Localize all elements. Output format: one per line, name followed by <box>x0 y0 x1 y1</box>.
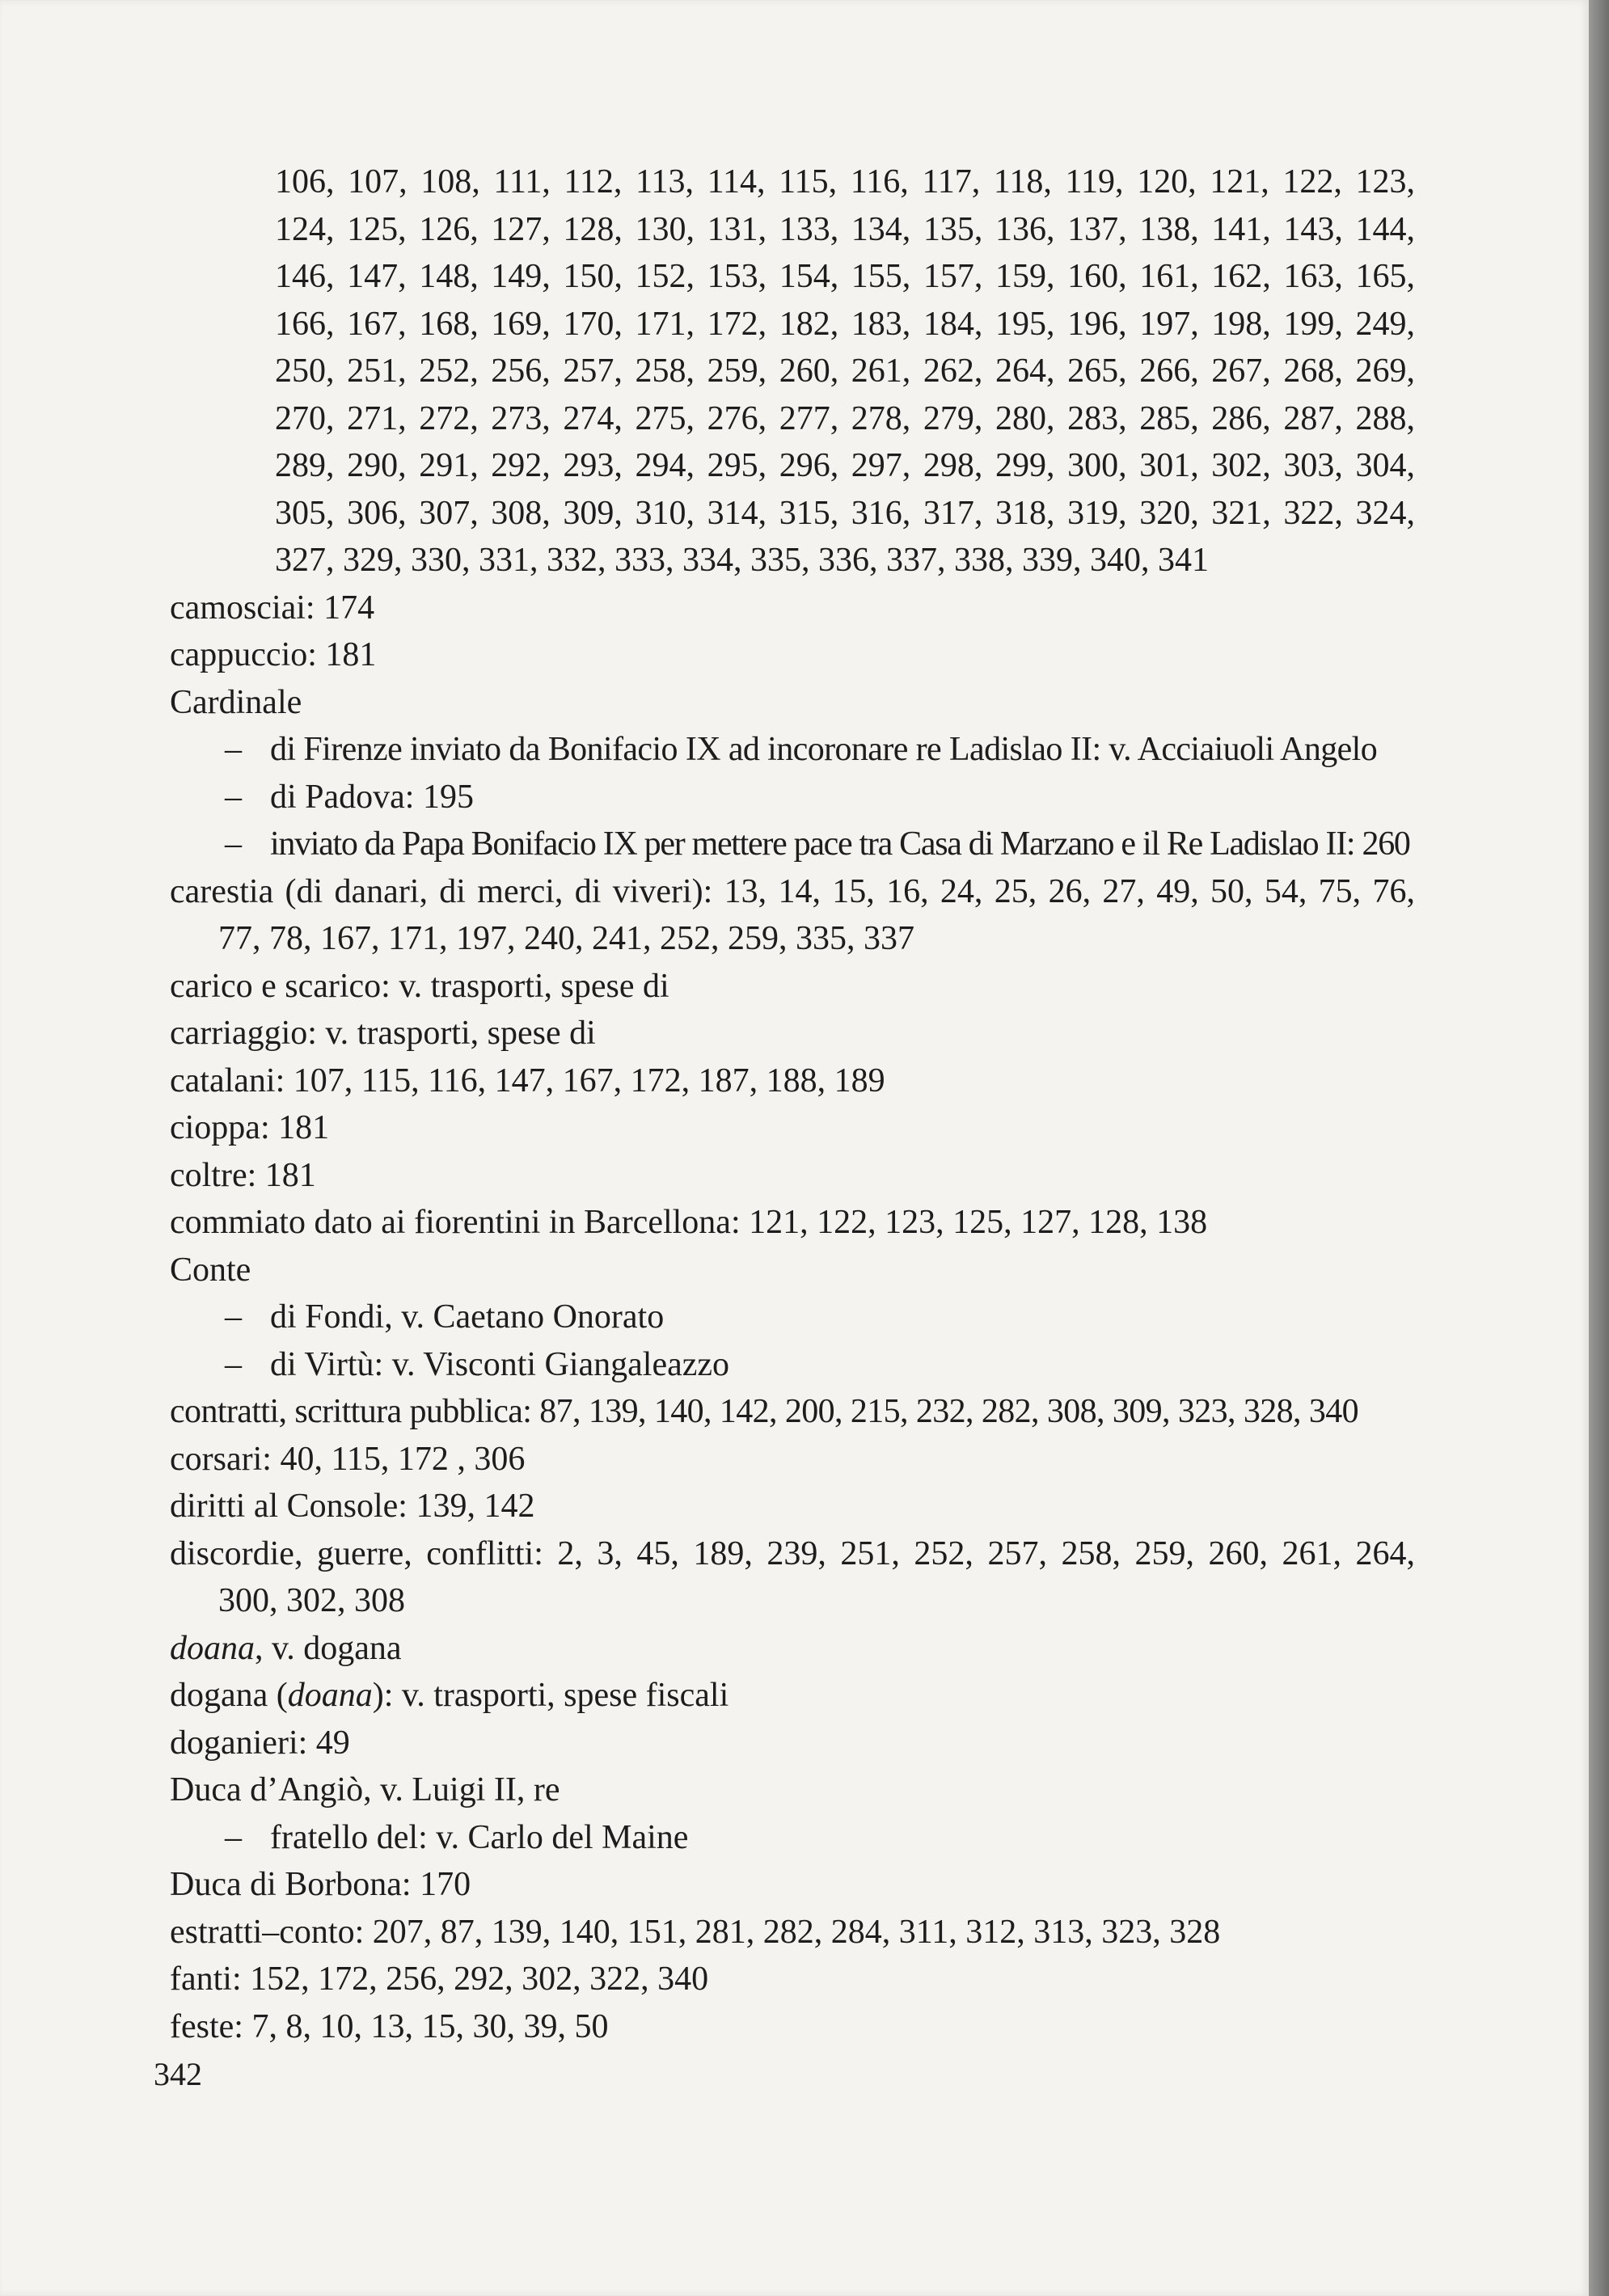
index-entry-commiato: commiato dato ai fiorentini in Barcellona: 121, 122, 123, 125, 127, 128, 138 <box>170 1204 1208 1241</box>
index-entry-doganieri: doganieri: 49 <box>170 1724 350 1762</box>
index-subentry: – di Fondi, v. Caetano Onorato <box>170 1294 1415 1341</box>
index-entry-carriaggio: carriaggio: v. trasporti, spese di <box>170 1015 596 1052</box>
index-entry-conte: Conte <box>170 1251 251 1289</box>
index-subentry: – di Virtù: v. Visconti Giangaleazzo <box>170 1341 1415 1389</box>
continuation-line: 166, 167, 168, 169, 170, 171, 172, 182, 183, 184, 195, 196, 197, 198, 199, 249, <box>275 305 1415 343</box>
index-entry-discordie: discordie, guerre, conflitti: 2, 3, 45, 189, 239, 251, 252, 257, 258, 259, 260, 261, 264, <box>170 1534 1415 1572</box>
italic-term: doana <box>287 1677 373 1714</box>
entry-text: dogana ( <box>170 1677 288 1714</box>
index-entry-feste: feste: 7, 8, 10, 13, 15, 30, 39, 50 <box>170 2007 609 2045</box>
index-entry-fanti: fanti: 152, 172, 256, 292, 302, 322, 340 <box>170 1960 709 1998</box>
entry-text: , v. dogana <box>255 1629 402 1667</box>
index-entry-carestia: carestia (di danari, di merci, di viveri): 13, 14, 15, 16, 24, 25, 26, 27, 49, 50, 54, 75, 76, <box>170 872 1415 910</box>
index-entry-continuation: 77, 78, 167, 171, 197, 240, 241, 252, 259, 335, 337 <box>218 920 914 957</box>
index-entry-duca-borbona: Duca di Borbona: 170 <box>170 1866 471 1903</box>
continuation-line: 305, 306, 307, 308, 309, 310, 314, 315, 316, 317, 318, 319, 320, 321, 322, 324, <box>275 494 1415 532</box>
index-entry-carico: carico e scarico: v. trasporti, spese di <box>170 967 669 1005</box>
index-entry-cappuccio: cappuccio: 181 <box>170 636 377 673</box>
continuation-line: 327, 329, 330, 331, 332, 333, 334, 335, 336, 337, 338, 339, 340, 341 <box>275 542 1209 579</box>
page-number: 342 <box>154 2056 202 2092</box>
index-entry-cardinale: Cardinale <box>170 683 302 721</box>
continuation-line: 289, 290, 291, 292, 293, 294, 295, 296, 297, 298, 299, 300, 301, 302, 303, 304, <box>275 447 1415 484</box>
index-entry-coltre: coltre: 181 <box>170 1156 316 1194</box>
italic-term: doana <box>170 1629 255 1667</box>
index-entry-dogana <box>170 1672 1415 1720</box>
index-entry-camosciai: camosciai: 174 <box>170 589 375 627</box>
index-entry-continuation: 300, 302, 308 <box>218 1582 405 1619</box>
index-subentry: – di Firenze inviato da Bonifacio IX ad incoronare re Ladislao II: v. Acciaiuoli Angelo <box>170 726 1415 774</box>
continuation-line: 270, 271, 272, 273, 274, 275, 276, 277, 278, 279, 280, 283, 285, 286, 287, 288, <box>275 399 1415 437</box>
index-entry-catalani: catalani: 107, 115, 116, 147, 167, 172, 187, 188, 189 <box>170 1061 885 1099</box>
continuation-line: 124, 125, 126, 127, 128, 130, 131, 133, 134, 135, 136, 137, 138, 141, 143, 144, <box>275 210 1415 248</box>
index-entry-doana <box>170 1625 1415 1673</box>
continuation-line: 106, 107, 108, 111, 112, 113, 114, 115, 116, 117, 118, 119, 120, 121, 122, 123, <box>275 163 1415 200</box>
index-entry-diritti: diritti al Console: 139, 142 <box>170 1488 535 1525</box>
index-entry-contratti: contratti, scrittura pubblica: 87, 139, 140, 142, 200, 215, 232, 282, 308, 309, 323, 328, 340 <box>170 1393 1359 1430</box>
entry-text: ): v. trasporti, spese fiscali <box>372 1677 729 1714</box>
index-subentry: – fratello del: v. Carlo del Maine <box>170 1814 1415 1862</box>
index-entry-duca-angio: Duca d’Angiò, v. Luigi II, re <box>170 1771 560 1809</box>
index-text <box>170 158 1415 2050</box>
index-entry-estratti: estratti–conto: 207, 87, 139, 140, 151, 281, 282, 284, 311, 312, 313, 323, 328 <box>170 1913 1221 1951</box>
index-entry-corsari: corsari: 40, 115, 172 , 306 <box>170 1440 526 1478</box>
index-entry-cioppa: cioppa: 181 <box>170 1109 330 1146</box>
continuation-line: 250, 251, 252, 256, 257, 258, 259, 260, 261, 262, 264, 265, 266, 267, 268, 269, <box>275 352 1415 390</box>
index-subentry: – di Padova: 195 <box>170 774 1415 821</box>
scan-background-edge <box>1589 0 1609 2296</box>
continuation-line: 146, 147, 148, 149, 150, 152, 153, 154, 155, 157, 159, 160, 161, 162, 163, 165, <box>275 258 1415 295</box>
index-subentry: – inviato da Papa Bonifacio IX per mettere pace tra Casa di Marzano e il Re Ladislao II: 260 <box>170 821 1415 868</box>
